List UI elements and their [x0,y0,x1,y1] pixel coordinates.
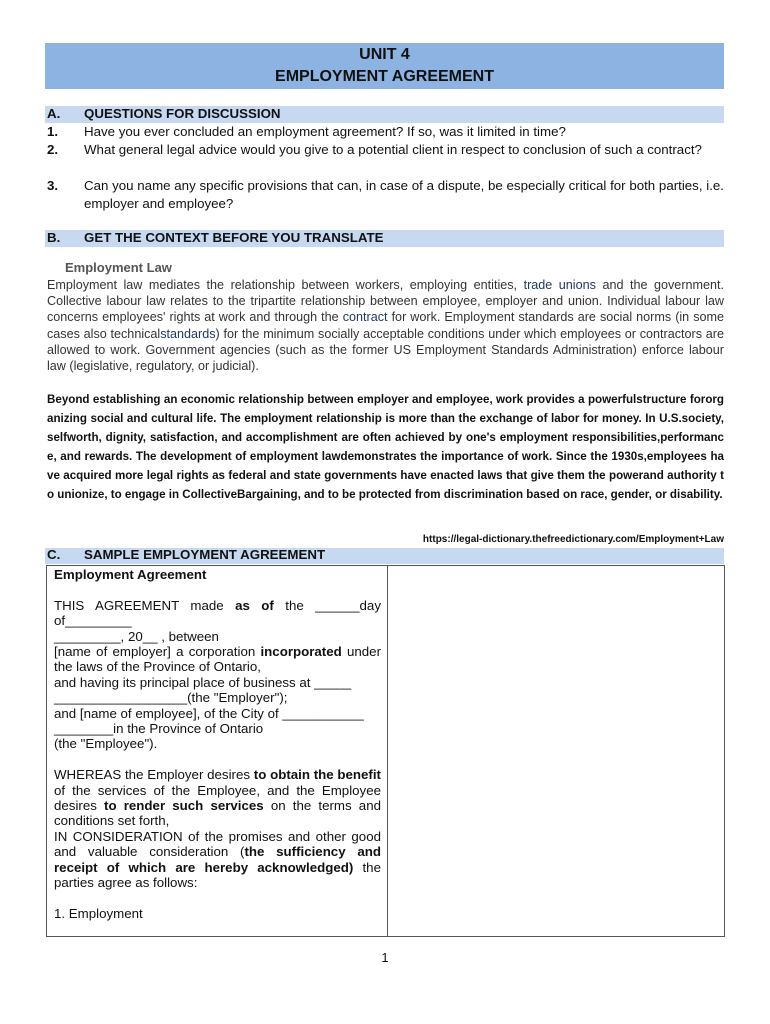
contract-clause: THIS AGREEMENT made as of the ______day of_________ [54,597,381,629]
link-contract[interactable]: contract [342,310,388,325]
section-b-title: GET THE CONTEXT BEFORE YOU TRANSLATE [84,230,384,245]
question-text: What general legal advice would you give to a potential client in respect to conclusion of such a contract? [84,142,702,157]
whereas-clause: WHEREAS the Employer desires to obtain the benefit of the services of the Employee, and the Employee desires to render such services on the terms and conditions set forth, [54,767,381,829]
section-c-title: SAMPLE EMPLOYMENT AGREEMENT [84,547,326,562]
question-text: Have you ever concluded an employment agreement? If so, was it limited in time? [84,124,566,139]
emphasis-paragraph: Beyond establishing an economic relationship between employer and employee, work provides a powerfulstructure fororganizing social and cultural life. The employment relationship is more than the exchange of labor for money. In U.S.society, selfworth, dignity, satisfaction, and accomplishment are often achieved by one's employment responsibilities,performance, and rewards. The development of employment lawdemonstrates the importance of work. Since the 1930s,employees have acquired more legal rights as federal and state governments have enacted laws that give them the powerand authority to unionize, to engage in CollectiveBargaining, and to be protected from discrimination based on race, gender, or disability. [47,393,724,501]
source-link[interactable]: https://legal-dictionary.thefreedictionary.com/Employment+Law [422,534,724,545]
link-standards[interactable]: standards [160,326,216,341]
contract-item-1: 1. Employment [54,905,143,921]
paragraph-text: ) for the minimum socially acceptable conditions under which employees or contractors are allowed to work. Government agencies (such as the former US Employment Standards Administration) enforce labour law (legislative, regulatory, or judicial). [47,326,724,374]
question-number: 3. [47,178,59,193]
employment-law-paragraph [47,277,724,374]
contract-clause: _________, 20__ , between [54,628,219,644]
section-c-letter: C. [47,547,61,562]
unit-label: UNIT 4 [359,46,410,63]
contract-clause: and having its principal place of business at _____ [54,674,352,690]
section-b-letter: B. [47,230,61,245]
title-banner [45,43,724,89]
paragraph-text: for work. Employment standards are social norms (in some cases also technical [47,310,725,341]
page-title: EMPLOYMENT AGREEMENT [275,68,494,85]
consideration-clause: IN CONSIDERATION of the promises and other good and valuable consideration (the sufficiency and receipt of which are hereby acknowledged) the parties agree as follows: [54,828,381,891]
table-column-divider [387,566,388,936]
sample-agreement-table [46,565,725,937]
contract-clause: ________in the Province of Ontario [54,721,264,737]
question-number: 2. [47,142,59,157]
contract-text [54,567,381,921]
section-a-letter: A. [47,106,61,121]
question-text: Can you name any specific provisions that can, in case of a dispute, be especially critical for both parties, i.e. employer and employee? [84,178,724,211]
employment-law-subheading: Employment Law [65,260,172,275]
page-number: 1 [381,950,389,965]
question-number: 1. [47,124,59,139]
paragraph-text: and the government. Collective labour law relates to the tripartite relationship between employee, employer and union. Individual labour law concerns employees' rights at work and through the [47,278,725,325]
contract-clause: and [name of employee], of the City of ___________ [54,705,364,721]
contract-heading: Employment Agreement [54,567,207,582]
link-trade-unions[interactable]: trade unions [523,278,596,292]
paragraph-text: Employment law mediates the relationship between workers, employing entities, [47,278,518,292]
contract-clause: __________________(the "Employer"); [54,690,288,706]
contract-clause: (the "Employee"). [54,736,158,752]
section-a-title: QUESTIONS FOR DISCUSSION [84,106,281,121]
contract-clause: [name of employer] a corporation incorporated under the laws of the Province of Ontario, [54,644,382,675]
